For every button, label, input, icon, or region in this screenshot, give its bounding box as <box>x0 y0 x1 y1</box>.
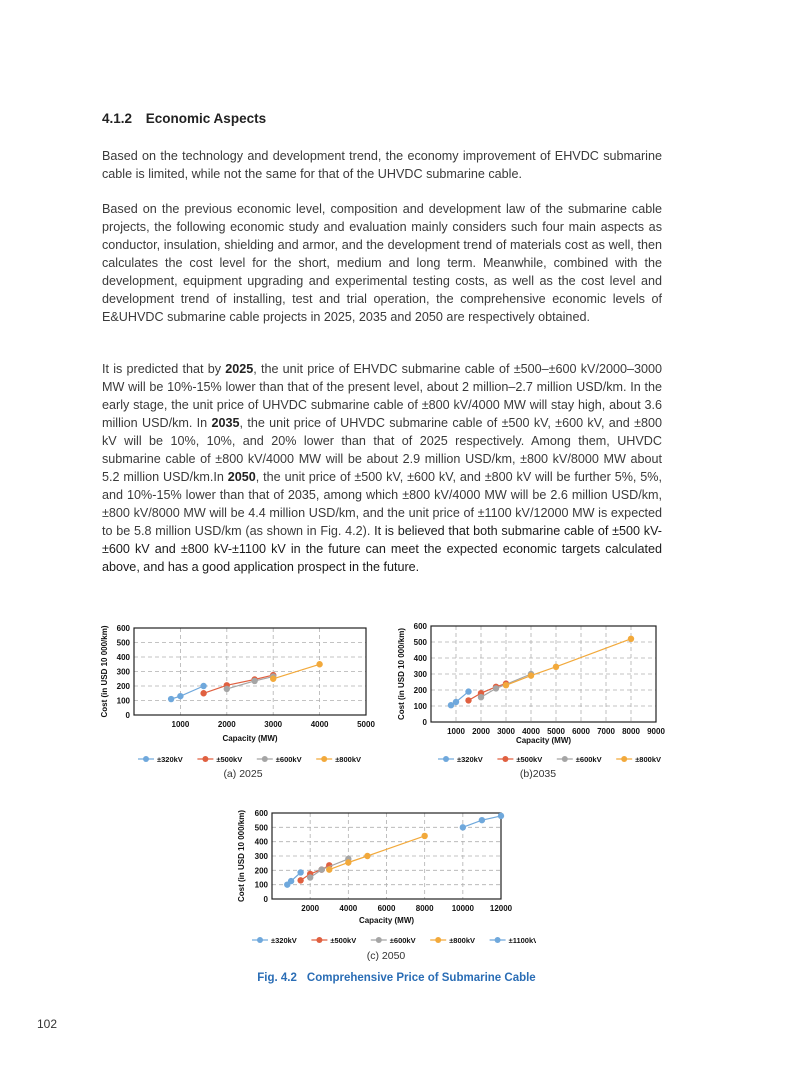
series-500kV <box>465 680 509 703</box>
x-tick-label: 6000 <box>377 904 396 913</box>
x-tick-label: 4000 <box>310 720 329 729</box>
paragraph-3-text: , the unit price of ±500 kV, ±600 kV, and ±800 kV will be further 5%, 5%, and 10%-15% lower than that of 2035, among which ±800 kV/4000 MW will be 2.6 million USD/km, ±800 kV/8000 MW will be 4.4 million USD/km, and the unit price of ±1100 kV/12000 MW is expected to be 5.8 million USD/km (as shown in Fig. 4.2). <box>102 470 662 538</box>
figure-label: Fig. 4.2 <box>257 972 297 984</box>
x-tick-label: 4000 <box>339 904 358 913</box>
legend-label: ±320kV <box>271 936 297 945</box>
legend-label: ±500kV <box>330 936 357 945</box>
y-tick-label: 100 <box>116 696 130 706</box>
x-tick-label: 1000 <box>447 727 465 736</box>
figure-title: Comprehensive Price of Submarine Cable <box>306 972 536 984</box>
y-tick-label: 100 <box>413 702 427 711</box>
x-tick-label: 12000 <box>489 904 513 913</box>
y-tick-label: 0 <box>125 711 130 720</box>
y-tick-label: 200 <box>413 686 427 695</box>
paragraph-3-text: , the unit price of UHVDC submarine cable of ±500 kV, ±600 kV, and ±800 kV will be 10%, 10%, and 20% lower than that of 2025 respectively. Among them, UHVDC submarine cable of ±800 kV/4000 MW will be about 2.9 million USD/km, ±800 kV/8000 MW about 5.2 million USD/km.In <box>102 416 662 484</box>
y-tick-label: 300 <box>254 852 268 861</box>
figure-caption <box>0 972 793 984</box>
legend-label: ±800kV <box>449 936 476 945</box>
paragraph-2: Based on the previous economic level, composition and development law of the submarine cable projects, the following economic study and evaluation mainly considers such four main aspects as conductor, insulation, shielding and armor, and the development trend of materials cost as well, then calculates the cost level for the short, medium and long term. Meanwhile, combined with the development, equipment upgrading and experimental testing costs, as well as the cost level and development trend of installing, test and trial operation, the comprehensive economic levels of E&UHVDC submarine cable projects in 2025, 2035 and 2050 are respectively obtained. <box>102 202 662 324</box>
section-heading <box>102 111 266 126</box>
x-tick-label: 3000 <box>264 720 283 729</box>
series-500kV <box>200 672 276 697</box>
x-tick-label: 5000 <box>547 727 565 736</box>
y-tick-label: 200 <box>254 866 268 876</box>
x-tick-label: 4000 <box>522 727 540 736</box>
legend-label: ±500kV <box>516 755 543 764</box>
x-axis-label: Capacity (MW) <box>222 734 278 743</box>
chart-svg <box>393 618 683 768</box>
legend-label: ±600kV <box>575 755 602 764</box>
paragraph-3 <box>102 360 662 576</box>
y-tick-label: 300 <box>413 670 427 679</box>
paragraph-3-text: It is predicted that by <box>102 362 226 376</box>
legend-label: ±500kV <box>216 755 243 764</box>
paragraph-3-text: , the unit price of EHVDC submarine cable of ±500–±600 kV/2000–3000 MW will be 10%-15% lower than that of the present level, about 2 million–2.7 million USD/km. In the early stage, the unit price of UHVDC submarine cable of ±800 kV/4000 MW will stay high, about 3.6 million USD/km. In <box>102 362 662 430</box>
x-tick-label: 9000 <box>647 727 665 736</box>
legend-label: ±1100kV <box>508 936 536 945</box>
series-800kV <box>503 636 634 689</box>
legend-label: ±320kV <box>157 755 183 764</box>
x-tick-label: 2000 <box>472 727 490 736</box>
y-tick-label: 600 <box>116 624 130 633</box>
y-axis-label: Cost (in USD 10 000/km) <box>237 809 246 903</box>
chart-legend <box>252 936 536 945</box>
y-tick-label: 500 <box>116 638 130 648</box>
y-tick-label: 200 <box>116 682 130 691</box>
y-tick-label: 400 <box>254 837 268 847</box>
x-tick-label: 1000 <box>171 720 190 729</box>
y-tick-label: 400 <box>413 654 427 663</box>
legend-label: ±600kV <box>389 936 416 945</box>
y-tick-label: 500 <box>413 638 427 647</box>
y-tick-label: 600 <box>254 809 268 818</box>
y-tick-label: 300 <box>116 667 130 677</box>
page-number: 102 <box>37 1017 58 1031</box>
section-number: 4.1.2 <box>102 111 133 126</box>
chart-2035 <box>393 618 683 773</box>
chart-legend <box>438 755 661 764</box>
x-tick-label: 8000 <box>622 727 640 736</box>
y-tick-label: 0 <box>422 718 427 727</box>
x-tick-label: 5000 <box>357 720 375 729</box>
x-tick-label: 3000 <box>497 727 515 736</box>
year-2035: 2035 <box>211 416 240 430</box>
x-tick-label: 2000 <box>301 904 320 913</box>
series-800kV <box>326 833 428 873</box>
legend-label: ±800kV <box>635 755 662 764</box>
series-1100kV <box>460 813 505 831</box>
chart-svg <box>236 803 536 948</box>
chart-svg <box>98 618 388 768</box>
y-tick-label: 0 <box>263 895 268 904</box>
y-tick-label: 600 <box>413 622 427 631</box>
x-tick-label: 6000 <box>572 727 590 736</box>
paragraph-1: Based on the technology and development trend, the economy improvement of EHVDC submarine cable is limited, while not the same for that of the UHVDC submarine cable. <box>102 149 662 181</box>
y-tick-label: 400 <box>116 653 130 662</box>
legend-label: ±800kV <box>335 755 362 764</box>
y-tick-label: 500 <box>254 823 268 833</box>
x-axis-label: Capacity (MW) <box>515 736 572 745</box>
chart-2025 <box>98 618 388 773</box>
legend-label: ±320kV <box>457 755 483 764</box>
x-tick-label: 2000 <box>217 720 236 729</box>
chart-2035-caption: (b)2035 <box>519 768 557 780</box>
y-tick-label: 100 <box>254 880 268 890</box>
chart-2050-caption: (c) 2050 <box>366 950 406 962</box>
section-title: Economic Aspects <box>145 111 267 126</box>
x-tick-label: 8000 <box>415 904 434 913</box>
chart-legend <box>138 755 361 764</box>
y-axis-label: Cost (in USD 10 000/km) <box>397 627 406 721</box>
legend-label: ±600kV <box>275 755 302 764</box>
chart-2025-caption: (a) 2025 <box>223 768 263 780</box>
year-2025: 2025 <box>225 362 254 376</box>
chart-2050 <box>236 803 536 953</box>
y-axis-label: Cost (in USD 10 000/km) <box>100 625 109 718</box>
year-2050: 2050 <box>227 470 256 484</box>
x-axis-label: Capacity (MW) <box>358 916 415 925</box>
x-tick-label: 7000 <box>597 727 615 736</box>
paragraph-3-conclusion: It is believed that both submarine cable of ±500 kV-±600 kV and ±800 kV-±1100 kV in the future can meet the expected economic targets calculated above, and has a good application prospect in the future. <box>102 524 662 574</box>
x-tick-label: 10000 <box>451 904 474 913</box>
